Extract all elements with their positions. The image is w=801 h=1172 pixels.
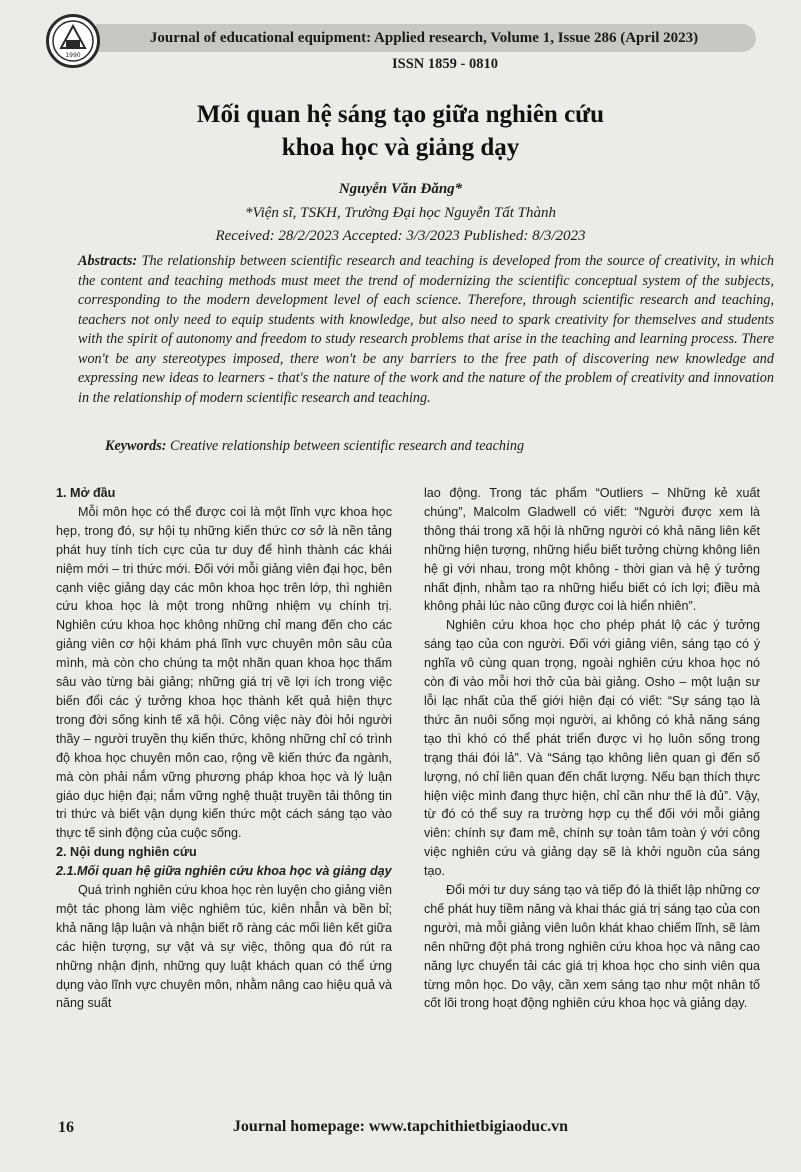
section-heading-intro: 1. Mở đầu <box>56 486 116 500</box>
paragraph: lao động. Trong tác phẩm “Outliers – Những kẻ xuất chúng”, Malcolm Gladwell có viết: “Người được xem là thông thái trong xã hội là những người có khả năng liên kết những hiện tượng, những hiểu biết tưởng chừng không liên hệ gì với nhau, trong một không - thời gian và hệ ý tưởng nhất định, nhằm tạo ra những hiểu biết có ích lợi; điều mà không phải lúc nào cũng được coi là hiển nhiên”. <box>424 486 760 614</box>
subsection-heading: 2.1.Mối quan hệ giữa nghiên cứu khoa học và giảng dạy <box>56 864 392 879</box>
journal-homepage: Journal homepage: www.tapchithietbigiaoduc.vn <box>232 1118 569 1135</box>
keywords-label: Keywords: <box>105 438 167 454</box>
journal-logo <box>46 14 100 68</box>
paragraph: Quá trình nghiên cứu khoa học rèn luyện cho giảng viên một tác phong làm việc nghiêm túc, kiên nhẫn và bền bỉ; khả năng lập luận và nhận biết rõ ràng các mối liên kết giữa các hiện tượng, sự vật và sự việc, thông qua đó rút ra những nhận định, những quy luật khách quan có thể ứng dụng vào lĩnh vực chuyên môn, nhằm nâng cao hiệu quả và năng suất <box>56 883 392 1011</box>
page-number: 16 <box>58 1119 74 1136</box>
svg-text:1990: 1990 <box>65 52 81 59</box>
journal-logo-icon <box>49 17 97 65</box>
body-column-left <box>56 484 392 1013</box>
paragraph: Nghiên cứu khoa học cho phép phát lộ các ý tưởng sáng tạo của con người. Đối với giảng viên, sáng tạo có ý nghĩa vô cùng quan trọng, ngoài nghiên cứu khoa học nó còn đi vào mỗi hơi thở của bài giảng. Osho – một luận sư lỗi lạc nhất của thế giới hiện đại có viết: “Sự sáng tạo là thức ăn nuôi sống mọi người, ai không có khả năng sáng tạo thì khó có thể phát triển được vì họ luôn sống trong trạng thái đói lả”. Và “Sáng tạo không liên quan gì đến số lượng, nó chỉ liên quan đến chất lượng. Nếu bạn thích thực hiện việc mình đang thực hiện, chỉ cần như thế là đủ”. Vậy, từ đó có thể suy ra trường hợp cụ thể đối với mỗi giảng viên: chính sự đam mê, chính sự toàn tâm toàn ý với công việc nghiên cứu và giảng dạy sẽ là khởi nguồn của sáng tạo. <box>424 618 760 879</box>
paragraph: Đổi mới tư duy sáng tạo và tiếp đó là thiết lập những cơ chế phát huy tiềm năng và khai thác giá trị sáng tạo của con người, mà mỗi giảng viên luôn khát khao chiếm lĩnh, sẽ làm nên những đột phá trong nghiên cứu khoa học và nâng cao năng lực chuyển tải các giá trị khoa học cho sinh viên qua từng môn học. Do vậy, cần xem sáng tạo như một nhân tố cốt lõi trong hoạt động nghiên cứu khoa học và giảng dạy. <box>424 883 760 1011</box>
paragraph: Mỗi môn học có thể được coi là một lĩnh vực khoa học hẹp, trong đó, sự hội tụ những kiến thức cơ sở là nền tảng phát huy tính tích cực của tư duy để hình thành các khái niệm mới – tri thức mới. Đối với mỗi giảng viên đại học, bên cạnh việc giảng dạy các môn khoa học trên lớp, thì nghiên cứu khoa học là một trong những nhiệm vụ chính trị. Nghiên cứu khoa học không những chỉ mang đến cho các giảng viên cơ hội khám phá lĩnh vực chuyên môn sâu của mình, mà còn cho chúng ta một nhãn quan khoa học thấm sâu vào từng bài giảng; những giá trị về lợi ích trong việc biến đổi các ý tưởng khoa học thành kết quả hiện thực trong đời sống kinh tế xã hội. Công việc này đòi hỏi người thầy – người truyền thụ kiến thức, không những chỉ có trình độ khoa học chuyên môn cao, rộng về kiến thức đa ngành, mà còn phải nắm vững phương pháp khoa học và lý luận giáo dục hiện đại; nắm vững nghệ thuật truyền tải thông tin tri thức và biết vận dụng kiến thức một cách sáng tạo vào thực tế sinh động của cuộc sống. <box>56 504 392 841</box>
abstract <box>78 252 774 408</box>
body-column-right <box>424 484 760 1013</box>
abstract-label: Abstracts: <box>78 253 138 269</box>
keywords-text: Creative relationship between scientific research and teaching <box>166 438 525 454</box>
section-heading-content: 2. Nội dung nghiên cứu <box>56 845 197 860</box>
article-title-line-2: khoa học và giảng dạy <box>281 134 520 161</box>
journal-citation: Journal of educational equipment: Applied research, Volume 1, Issue 286 (April 2023) <box>149 30 699 46</box>
abstract-text: The relationship between scientific research and teaching is developed from the source of creativity, in which the content and teaching methods must meet the trend of modernizing the scientific conceptual system of the subjects, corresponding to the modern development level of each science. Therefore, through scientific research and teaching, teachers not only need to equip students with knowledge, but also need to spark creativity for themselves and students with the spirit of autonomy and freedom to study research problems that arise in the teaching and learning process. There won't be any stereotypes imposed, there won't be any barriers to the free path of discovering new knowledge and expressing new ideas to learners - that's the nature of the work and the nature of the problem of creativity and innovation in the relationship of modern scientific research and teaching. <box>78 253 774 406</box>
affiliation: *Viện sĩ, TSKH, Trường Đại học Nguyễn Tất Thành <box>245 205 556 221</box>
keywords <box>105 438 785 455</box>
publication-dates: Received: 28/2/2023 Accepted: 3/3/2023 Published: 8/3/2023 <box>215 228 586 244</box>
article-title-line-1: Mối quan hệ sáng tạo giữa nghiên cứu <box>196 101 605 128</box>
author: Nguyễn Văn Đăng* <box>338 181 463 197</box>
issn: ISSN 1859 - 0810 <box>392 56 498 72</box>
